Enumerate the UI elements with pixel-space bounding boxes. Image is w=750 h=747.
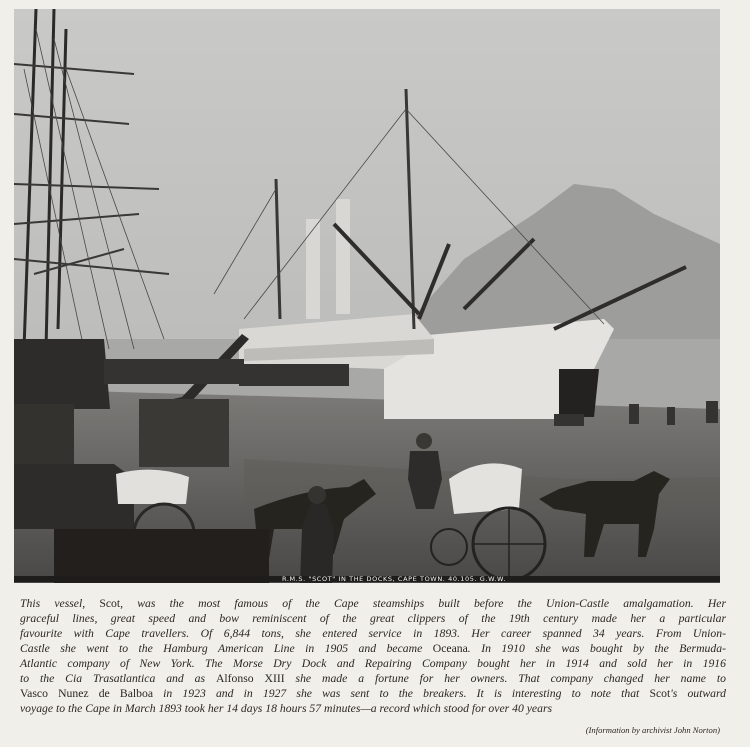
caption-text: to the Cia Trasatlantica and as — [20, 672, 216, 686]
caption-line — [20, 686, 726, 701]
caption-text: This vessel, — [20, 597, 100, 610]
caption-line — [20, 611, 726, 626]
caption-line — [20, 701, 726, 716]
ship-name: Oceana — [432, 642, 468, 656]
caption-text: . In 1910 she was bought by the Bermuda- — [467, 642, 726, 656]
credit-line: (Information by archivist John Norton) — [585, 725, 720, 735]
caption-line — [20, 596, 726, 611]
caption-text: she made a fortune for her owners. That company changed her name to — [284, 672, 726, 686]
ship-name: Alfonso XIII — [215, 672, 285, 686]
ship-photo-illustration — [14, 9, 720, 583]
caption-text: graceful lines, great speed and bow reminiscent of the great clippers of the 19th century made her a particular — [20, 612, 726, 626]
ship-name: Vasco Nunez de Balboa — [20, 687, 154, 701]
caption-text: voyage to the Cape in March 1893 took her 14 days 18 hours 57 minutes—a record which stood for over 40 years — [20, 702, 553, 716]
caption-text: in 1923 and in 1927 she was sent to the breakers. It is interesting to note that — [153, 687, 650, 701]
caption-paragraph — [20, 596, 726, 716]
caption-line — [20, 671, 726, 686]
historical-photograph — [14, 9, 720, 583]
caption-line — [20, 626, 726, 641]
caption-text: favourite with Cape travellers. Of 6,844 tons, she entered service in 1893. Her career spanned 34 years. From Union- — [20, 627, 726, 641]
caption-text: 's outward — [670, 687, 726, 701]
caption-line — [20, 656, 726, 671]
ship-name: Scot — [99, 597, 121, 610]
caption-text: Castle she went to the Hamburg American Line in 1905 and became — [20, 642, 433, 656]
caption-text: , was the most famous of the Cape steamships built before the Union-Castle amalgamation. Her — [120, 597, 727, 610]
photo-inscription: R.M.S. "SCOT" IN THE DOCKS, CAPE TOWN. 40.105. G.W.W. — [282, 575, 506, 583]
ship-name: Scot — [649, 687, 671, 701]
caption-text: Atlantic company of New York. The Morse Dry Dock and Repairing Company bought her in 1914 and sold her in 1916 — [20, 657, 726, 671]
caption-line — [20, 641, 726, 656]
